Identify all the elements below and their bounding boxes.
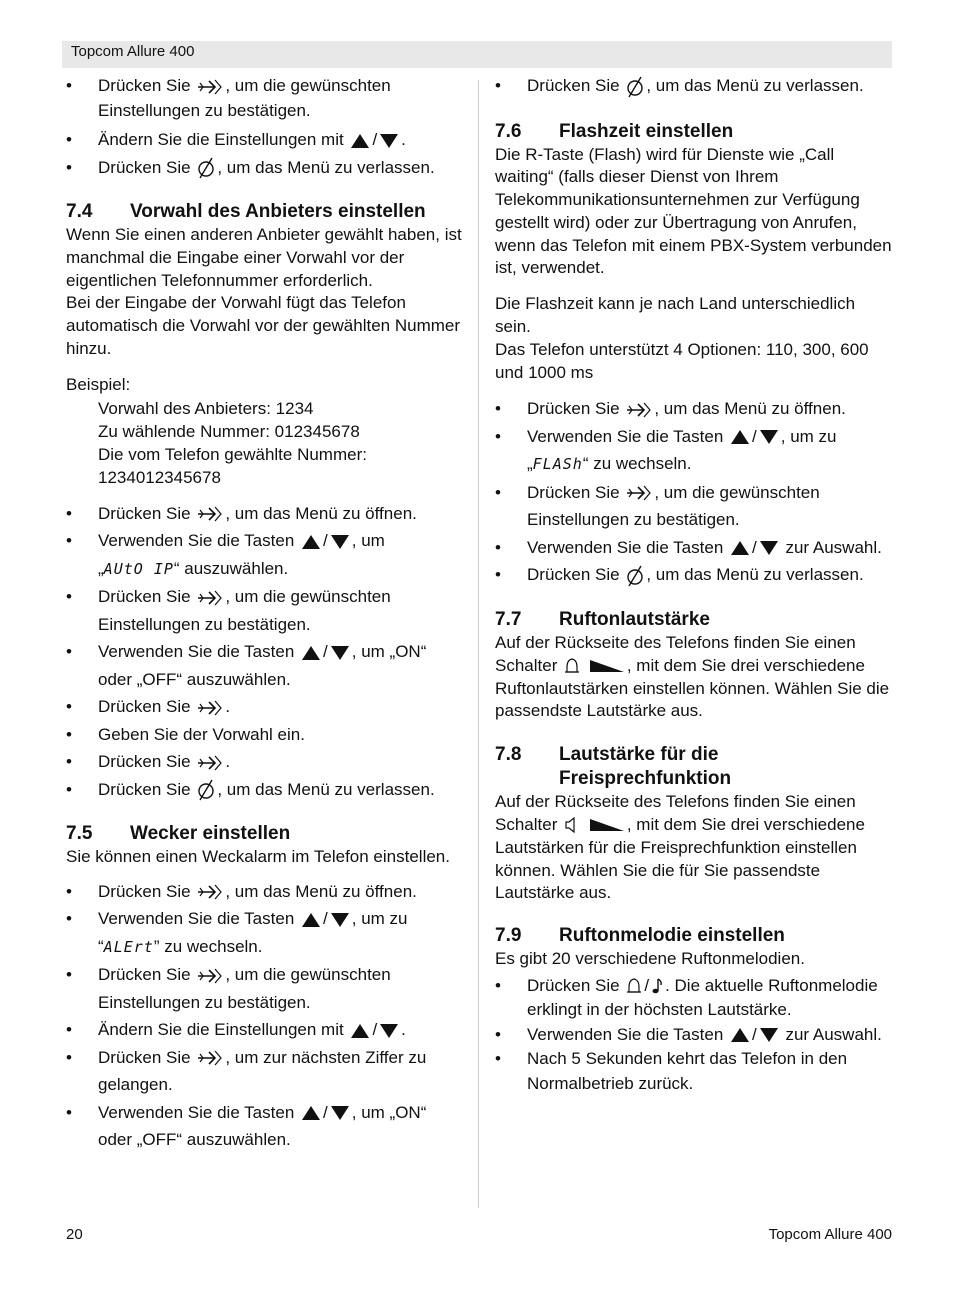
down-triangle-icon bbox=[379, 1023, 399, 1039]
lcd-text: FLASh bbox=[532, 455, 583, 474]
ok-arrow-icon bbox=[197, 505, 223, 523]
ok-arrow-icon bbox=[197, 967, 223, 985]
example-line: 1234012345678 bbox=[98, 467, 221, 487]
header-title: Topcom Allure 400 bbox=[71, 43, 195, 60]
down-triangle-icon bbox=[759, 540, 779, 556]
cancel-slash-icon bbox=[626, 565, 644, 587]
paragraph: Wenn Sie einen anderen Anbieter gewählt haben, ist manchmal die Eingabe einer Vorwahl vor der eigentlichen Telefonnummer erforderlich. bbox=[66, 225, 462, 290]
example-line: Zu wählende Nummer: 012345678 bbox=[98, 421, 360, 441]
up-triangle-icon bbox=[730, 1027, 750, 1043]
paragraph: Das Telefon unterstützt 4 Optionen: 110, 300, 600 und 1000 ms bbox=[495, 339, 869, 382]
list-item: • Drücken Sie . bbox=[66, 748, 464, 776]
column-divider bbox=[478, 80, 479, 1208]
down-triangle-icon bbox=[759, 1027, 779, 1043]
list-item: • Drücken Sie , um zur nächsten Ziffer zu gelangen. bbox=[66, 1044, 464, 1099]
ok-arrow-icon bbox=[197, 1049, 223, 1067]
list-item: • Verwenden Sie die Tasten / , um „AUtO IP“ auszuwählen. bbox=[66, 527, 464, 583]
up-triangle-icon bbox=[350, 1023, 370, 1039]
cancel-slash-icon bbox=[626, 76, 644, 98]
down-triangle-icon bbox=[330, 912, 350, 928]
list-item: • Verwenden Sie die Tasten / zur Auswahl. bbox=[495, 1023, 893, 1048]
example-line: Die vom Telefon gewählte Nummer: bbox=[98, 444, 367, 464]
paragraph: Es gibt 20 verschiedene Ruftonmelodien. bbox=[495, 949, 805, 969]
down-triangle-icon bbox=[379, 133, 399, 149]
bell-icon bbox=[564, 657, 580, 675]
paragraph: Auf der Rückseite des Telefons finden Sie einen Schalter , mit dem Sie drei verschiedene Lautstärken für die Freisprechfunktion einstellen können. Wählen Sie die für Sie passendste Lautstärke aus. bbox=[495, 792, 865, 903]
speaker-icon bbox=[564, 816, 580, 834]
bell-icon bbox=[626, 977, 642, 995]
list-item: • Drücken Sie , um die gewünschten Einstellungen zu bestätigen. bbox=[66, 74, 464, 123]
list-item: • Drücken Sie , um das Menü zu verlassen. bbox=[495, 74, 893, 99]
list-item: • Drücken Sie . bbox=[66, 693, 464, 721]
header-bar bbox=[62, 41, 892, 68]
paragraph: Die R-Taste (Flash) wird für Dienste wie „Call waiting“ (falls dieser Dienst von Ihrem Telekommunikationsunternehmen zur Verfügung gestellt wird) oder zur Übertragung von Anrufen, wenn das Telefon mit einem PBX-System verbunden ist, verwendet. bbox=[495, 144, 892, 278]
lcd-text: ALErt bbox=[103, 937, 154, 956]
list-item: • Verwenden Sie die Tasten / , um „ON“ oder „OFF“ auszuwählen. bbox=[66, 638, 464, 693]
cancel-slash-icon bbox=[197, 157, 215, 179]
volume-wedge-icon bbox=[589, 818, 625, 832]
up-triangle-icon bbox=[301, 534, 321, 550]
down-triangle-icon bbox=[330, 645, 350, 661]
list-item: • Drücken Sie , um das Menü zu öffnen. bbox=[66, 878, 464, 906]
ok-arrow-icon bbox=[626, 484, 652, 502]
volume-wedge-icon bbox=[589, 659, 625, 673]
paragraph: Auf der Rückseite des Telefons finden Sie einen Schalter , mit dem Sie drei verschiedene Ruftonlautstärken einstellen können. Wählen Sie die passendste Lautstärke aus. bbox=[495, 632, 890, 721]
left-column bbox=[66, 74, 464, 1154]
list-item: • Ändern Sie die Einstellungen mit / . bbox=[66, 126, 464, 154]
list-item: • Drücken Sie , um die gewünschten Einstellungen zu bestätigen. bbox=[66, 583, 464, 638]
lcd-text: AUtO IP bbox=[103, 559, 174, 578]
list-item: • Drücken Sie , um das Menü zu öffnen. bbox=[495, 395, 893, 423]
paragraph: Sie können einen Weckalarm im Telefon einstellen. bbox=[66, 847, 450, 867]
down-triangle-icon bbox=[330, 534, 350, 550]
up-triangle-icon bbox=[301, 912, 321, 928]
up-triangle-icon bbox=[301, 1105, 321, 1121]
footer-product: Topcom Allure 400 bbox=[768, 1226, 892, 1243]
list-item: • Verwenden Sie die Tasten / , um zu „FLASh“ zu wechseln. bbox=[495, 423, 893, 479]
ok-arrow-icon bbox=[197, 883, 223, 901]
ok-arrow-icon bbox=[626, 401, 652, 419]
list-item: • Drücken Sie , um das Menü zu verlassen. bbox=[495, 561, 893, 589]
down-triangle-icon bbox=[759, 429, 779, 445]
list-item: • Drücken Sie , um das Menü zu verlassen. bbox=[66, 776, 464, 804]
list-item: • Verwenden Sie die Tasten / , um zu “ALErt” zu wechseln. bbox=[66, 905, 464, 961]
up-triangle-icon bbox=[301, 645, 321, 661]
list-item: • Verwenden Sie die Tasten / zur Auswahl. bbox=[495, 534, 893, 562]
list-item: • Drücken Sie , um das Menü zu verlassen. bbox=[66, 154, 464, 182]
list-item: • Drücken Sie / . Die aktuelle Ruftonmelodie erklingt in der höchsten Lautstärke. bbox=[495, 974, 893, 1023]
music-note-icon bbox=[651, 977, 663, 995]
ok-arrow-icon bbox=[197, 78, 223, 96]
list-item: • Drücken Sie , um das Menü zu öffnen. bbox=[66, 500, 464, 528]
right-column bbox=[495, 74, 893, 1096]
list-item: • Drücken Sie , um die gewünschten Einstellungen zu bestätigen. bbox=[66, 961, 464, 1016]
section-heading: 7.9 Ruftonmelodie einstellen bbox=[495, 925, 785, 947]
ok-arrow-icon bbox=[197, 754, 223, 772]
page-number: 20 bbox=[66, 1226, 83, 1243]
list-item: • Drücken Sie , um die gewünschten Einstellungen zu bestätigen. bbox=[495, 479, 893, 534]
section-heading: 7.5 Wecker einstellen bbox=[66, 823, 291, 845]
list-item: • Verwenden Sie die Tasten / , um „ON“ oder „OFF“ auszuwählen. bbox=[66, 1099, 464, 1154]
paragraph: Die Flashzeit kann je nach Land unterschiedlich sein. bbox=[495, 294, 856, 337]
example-label: Beispiel: bbox=[66, 374, 131, 394]
section-heading: 7.6 Flashzeit einstellen bbox=[495, 120, 734, 142]
section-heading: 7.7 Ruftonlautstärke bbox=[495, 608, 710, 630]
up-triangle-icon bbox=[730, 429, 750, 445]
up-triangle-icon bbox=[730, 540, 750, 556]
cancel-slash-icon bbox=[197, 779, 215, 801]
example-line: Vorwahl des Anbieters: 1234 bbox=[98, 398, 314, 418]
ok-arrow-icon bbox=[197, 699, 223, 717]
section-heading: 7.4 Vorwahl des Anbieters einstellen bbox=[66, 201, 426, 222]
list-item: • Nach 5 Sekunden kehrt das Telefon in den Normalbetrieb zurück. bbox=[495, 1047, 893, 1096]
list-item: • Ändern Sie die Einstellungen mit / . bbox=[66, 1016, 464, 1044]
up-triangle-icon bbox=[350, 133, 370, 149]
ok-arrow-icon bbox=[197, 589, 223, 607]
down-triangle-icon bbox=[330, 1105, 350, 1121]
paragraph: Bei der Eingabe der Vorwahl fügt das Telefon automatisch die Vorwahl vor der gewählten Nummer hinzu. bbox=[66, 293, 461, 358]
section-heading: 7.8 Lautstärke für die Freisprechfunktion bbox=[495, 744, 732, 790]
list-item: • Geben Sie der Vorwahl ein. bbox=[66, 721, 464, 749]
